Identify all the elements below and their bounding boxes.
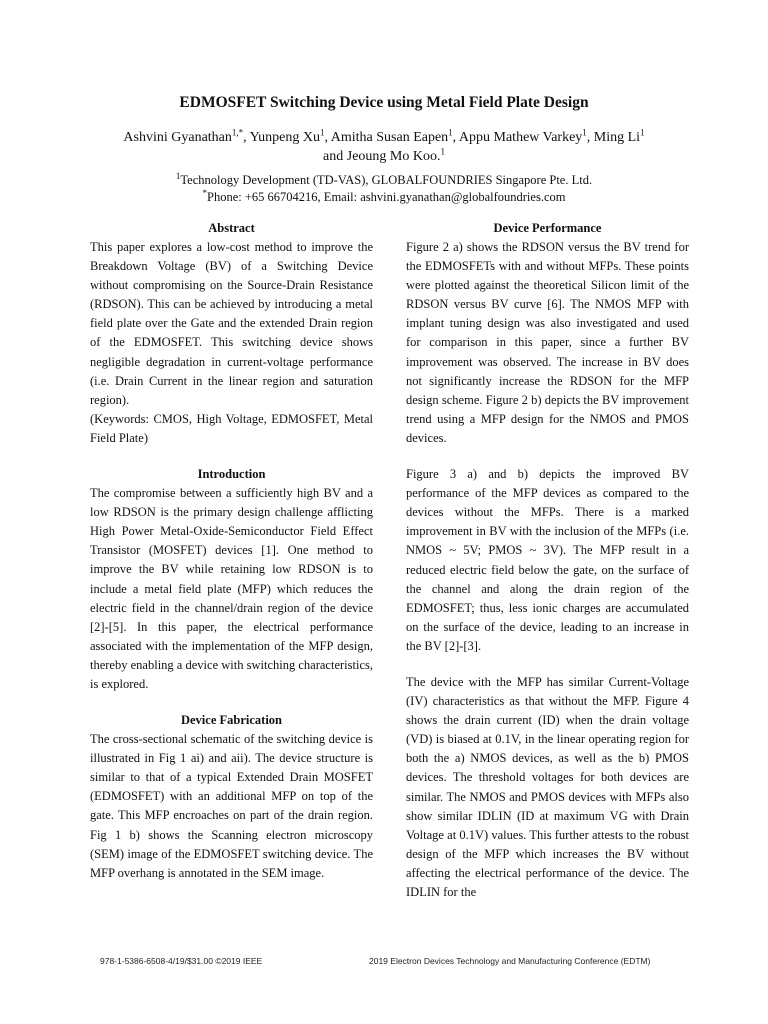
performance-heading: Device Performance (493, 221, 602, 235)
paper-title: EDMOSFET Switching Device using Metal Field Plate Design (179, 94, 589, 111)
abstract-text: This paper explores a low-cost method to improve the Breakdown Voltage (BV) of a Switching Device without compromising on the Source-Drain Resistance (RDSON). This can be achieved by introducing a metal field plate over the Gate and the extended Drain region of the EDMOSFET. This switching device shows negligible degradation in current-voltage performance (i.e. Drain Current in the linear region and saturation region). (90, 240, 373, 407)
right-column (406, 219, 689, 902)
author: Ashvini Gyanathan$^{1,*}$, (123, 127, 250, 145)
conference-footer: 2019 Electron Devices Technology and Manufacturing Conference (EDTM) (369, 956, 651, 966)
fabrication-heading: Device Fabrication (180, 713, 282, 728)
performance-paragraph-2: Figure 3 a) and b) depicts the improved BV performance of the MFP devices as compared to the devices without the MFPs. There is a marked improvement in BV with the inclusion of the MFPs (i.e. NMOS ~ 5V; PMOS ~ 3V). The MFP result in a reduced electric field below the gate, on the surface of the channel and along the drain region of the EDMOSFET; thus, less ionic charges are accumulated on the surface of the device, leading to an increase in the BV [2]-[3]. (406, 467, 689, 653)
abstract-heading: Abstract (208, 221, 255, 235)
introduction-heading: Introduction (197, 467, 266, 482)
author: Amitha Susan Eapen$^1$, (330, 127, 459, 145)
performance-paragraph-3: The device with the MFP has similar Current-Voltage (IV) characteristics as that without the MFP. Figure 4 shows the drain current (ID) when the drain voltage (VD) is biased at 0.1V, in the linear operating region for both the a) NMOS devices, as well as the b) PMOS devices. The threshold voltages for both devices are similar. The NMOS and PMOS devices with MFPs also show similar IDLIN (ID at maximum VG with Drain Voltage at 0.1V) values. This further attests to the robust design of the MFP which increases the BV without affecting the electrical performance of the device. The IDLIN for the (406, 674, 689, 899)
keywords: (Keywords: CMOS, High Voltage, EDMOSFET, Metal Field Plate) (90, 411, 373, 445)
author: and Jeoung Mo Koo.$^1$ (323, 146, 445, 164)
affiliation-block (80, 172, 688, 206)
fabrication-text: The cross-sectional schematic of the switching device is illustrated in Fig 1 ai) and aii). The device structure is similar to that of a typical Extended Drain MOSFET (EDMOSFET) with an additional MFP on top of the gate. This MFP encroaches on part of the drain region. Fig 1 b) shows the Scanning electron microscopy (SEM) image of the EDMOSFET switching device. The MFP overhang is annotated in the SEM image. (90, 732, 373, 880)
copyright-footer: 978-1-5386-6508-4/19/$31.00 ©2019 IEEE (100, 956, 263, 966)
author-list (80, 128, 688, 166)
author: Ming Li$^1$ (593, 127, 645, 145)
affiliation: $^1$Technology Development (TD-VAS), GLOBALFOUNDRIES Singapore Pte. Ltd. (175, 170, 593, 187)
left-column (90, 219, 373, 883)
performance-paragraph-1: Figure 2 a) shows the RDSON versus the BV trend for the EDMOSFETs with and without MFPs. These points were plotted against the theoretical Silicon limit of the RDSON versus BV curve [6]. The NMOS MFP with implant tuning design was also investigated and used for comparison in this paper, since a further BV improvement was observed. The increase in BV does not significantly increase the RDSON for the MFP design scheme. Figure 2 b) depicts the BV improvement trend using a MFP design for the NMOS and PMOS devices. (406, 240, 689, 445)
author: Yunpeng Xu$^1$, (249, 127, 331, 145)
contact-info: *Phone: +65 66704216, Email: ashvini.gyanathan@globalfoundries.com (202, 187, 566, 204)
introduction-text: The compromise between a sufficiently high BV and a low RDSON is the primary design challenge afflicting High Power Metal-Oxide-Semiconductor Field Effect Transistor (MOSFET) devices [1]. One method to improve the BV while retaining low RDSON is to include a metal field plate (MFP) which reduces the electric field in the channel/drain region of the device [2]-[5]. In this paper, the electrical performance associated with the implementation of the MFP design, thereby enabling a device with switching characteristics, is explored. (90, 486, 373, 691)
author: Appu Mathew Varkey$^1$, (458, 127, 594, 145)
